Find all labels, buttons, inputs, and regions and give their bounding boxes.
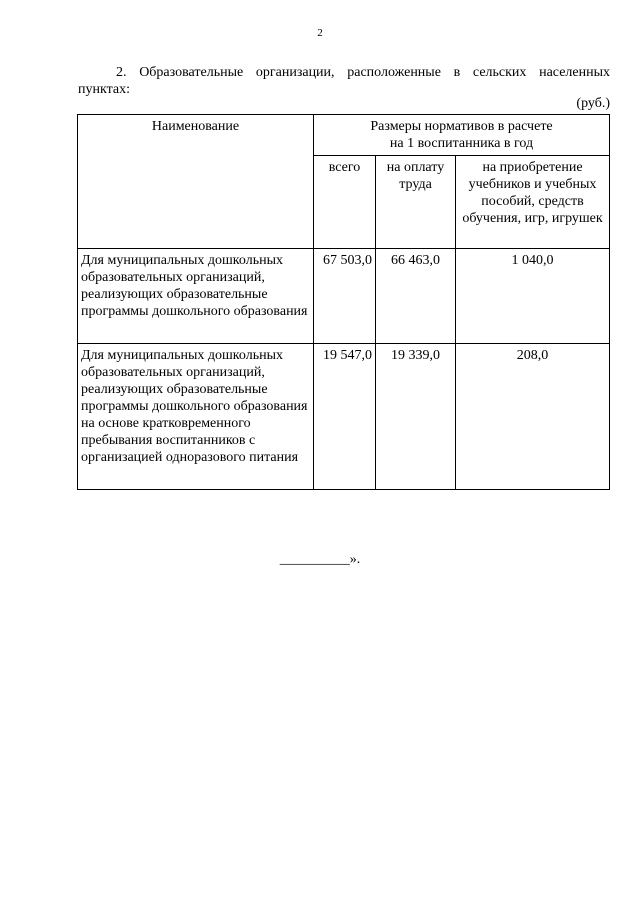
header-labor-line1: на оплату <box>386 160 445 175</box>
table-row <box>78 344 610 490</box>
header-group-line2: на 1 воспитанника в год <box>389 136 534 151</box>
table-row <box>78 249 610 344</box>
header-name: Наименование <box>78 115 314 249</box>
table-header-row <box>78 115 610 156</box>
row-name: Для муниципальных дошкольных образовательных организаций, реализующих образовательные программы дошкольного образования на основе кратковременного пребывания воспитанников с организацией одноразового питания <box>78 344 314 490</box>
row-labor: 66 463,0 <box>376 249 456 344</box>
row-total: 19 547,0 <box>314 344 376 490</box>
row-supplies: 1 040,0 <box>456 249 610 344</box>
norms-table <box>77 114 610 490</box>
row-total: 67 503,0 <box>314 249 376 344</box>
currency-unit-label: (руб.) <box>576 96 610 111</box>
page-number: 2 <box>317 27 323 39</box>
header-group <box>314 115 610 156</box>
row-supplies: 208,0 <box>456 344 610 490</box>
header-supplies: на приобретение учебников и учебных пособий, средств обучения, игр, игрушек <box>456 156 610 249</box>
row-name: Для муниципальных дошкольных образовательных организаций, реализующих образовательные программы дошкольного образования <box>78 249 314 344</box>
header-labor <box>376 156 456 249</box>
header-group-line1: Размеры нормативов в расчете <box>370 119 553 134</box>
header-total: всего <box>314 156 376 249</box>
section-paragraph: 2. Образовательные организации, расположенные в сельских населенных пунктах: <box>78 65 610 97</box>
closing-line: __________». <box>279 552 361 567</box>
header-labor-line2: труда <box>399 177 432 192</box>
row-labor: 19 339,0 <box>376 344 456 490</box>
